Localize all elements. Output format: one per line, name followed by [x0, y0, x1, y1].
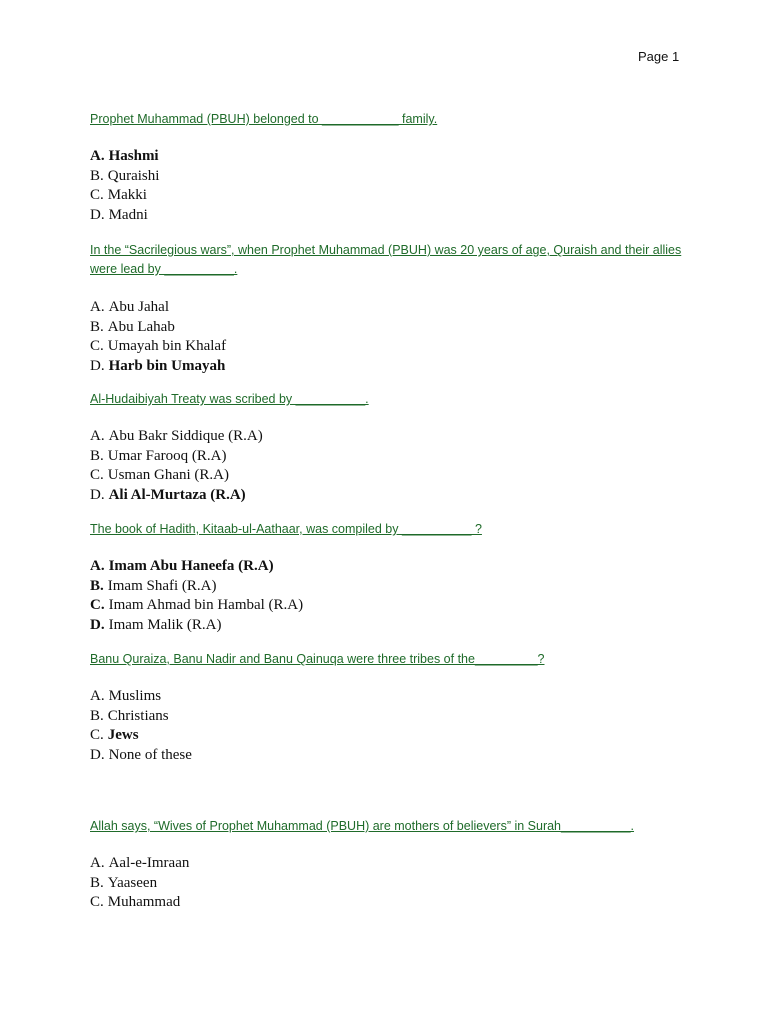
- question-text: Allah says, “Wives of Prophet Muhammad (PBUH) are mothers of believers” in Surah__________.: [90, 819, 635, 833]
- option-list: [90, 557, 690, 635]
- option-c: C. Makki: [90, 187, 147, 204]
- question-text: The book of Hadith, Kitaab-ul-Aathaar, was compiled by __________ ?: [90, 522, 482, 536]
- option-list: [90, 298, 690, 376]
- option-d: D. Harb bin Umayah: [90, 357, 226, 374]
- option-b: B. Quraishi: [90, 167, 160, 184]
- option-a: A. Abu Bakr Siddique (R.A): [90, 428, 263, 444]
- question-6: [90, 817, 690, 913]
- option-a: A. Aal-e-Imraan: [90, 855, 190, 871]
- question-text: Prophet Muhammad (PBUH) belonged to ___________ family.: [90, 112, 438, 126]
- option-c: C. Jews: [90, 727, 139, 744]
- option-a: A. Abu Jahal: [90, 299, 169, 315]
- option-c: C. Imam Ahmad bin Hambal (R.A): [90, 597, 304, 614]
- question-text: Al-Hudaibiyah Treaty was scribed by __________.: [90, 392, 369, 406]
- option-c: C. Muhammad: [90, 894, 181, 911]
- option-d: D. Ali Al-Murtaza (R.A): [90, 486, 246, 503]
- option-d: D. Madni: [90, 206, 148, 223]
- option-list: [90, 854, 690, 913]
- option-list: [90, 427, 690, 505]
- question-1: [90, 110, 690, 225]
- option-d: D. None of these: [90, 746, 192, 763]
- option-list: [90, 687, 690, 765]
- option-b: B. Imam Shafi (R.A): [90, 577, 217, 594]
- question-2: [90, 241, 690, 376]
- option-c: C. Umayah bin Khalaf: [90, 338, 227, 355]
- question-5: [90, 650, 690, 765]
- option-c: C. Usman Ghani (R.A): [90, 467, 229, 484]
- option-b: B. Yaaseen: [90, 874, 158, 891]
- option-list: [90, 147, 690, 225]
- option-a: A. Imam Abu Haneefa (R.A): [90, 558, 274, 574]
- option-b: B. Abu Lahab: [90, 318, 175, 335]
- page-number: Page 1: [638, 49, 680, 64]
- option-b: B. Christians: [90, 707, 169, 724]
- option-d: D. Imam Malik (R.A): [90, 616, 222, 633]
- question-text: In the “Sacrilegious wars”, when Prophet Muhammad (PBUH) was 20 years of age, Quraish and their allies were lead by __________.: [90, 243, 682, 276]
- question-text: Banu Quraiza, Banu Nadir and Banu Qainuqa were three tribes of the_________?: [90, 652, 545, 666]
- option-a: A. Muslims: [90, 688, 162, 704]
- option-b: B. Umar Farooq (R.A): [90, 447, 227, 464]
- question-4: [90, 520, 690, 635]
- option-a: A. Hashmi: [90, 148, 159, 164]
- question-3: [90, 390, 690, 505]
